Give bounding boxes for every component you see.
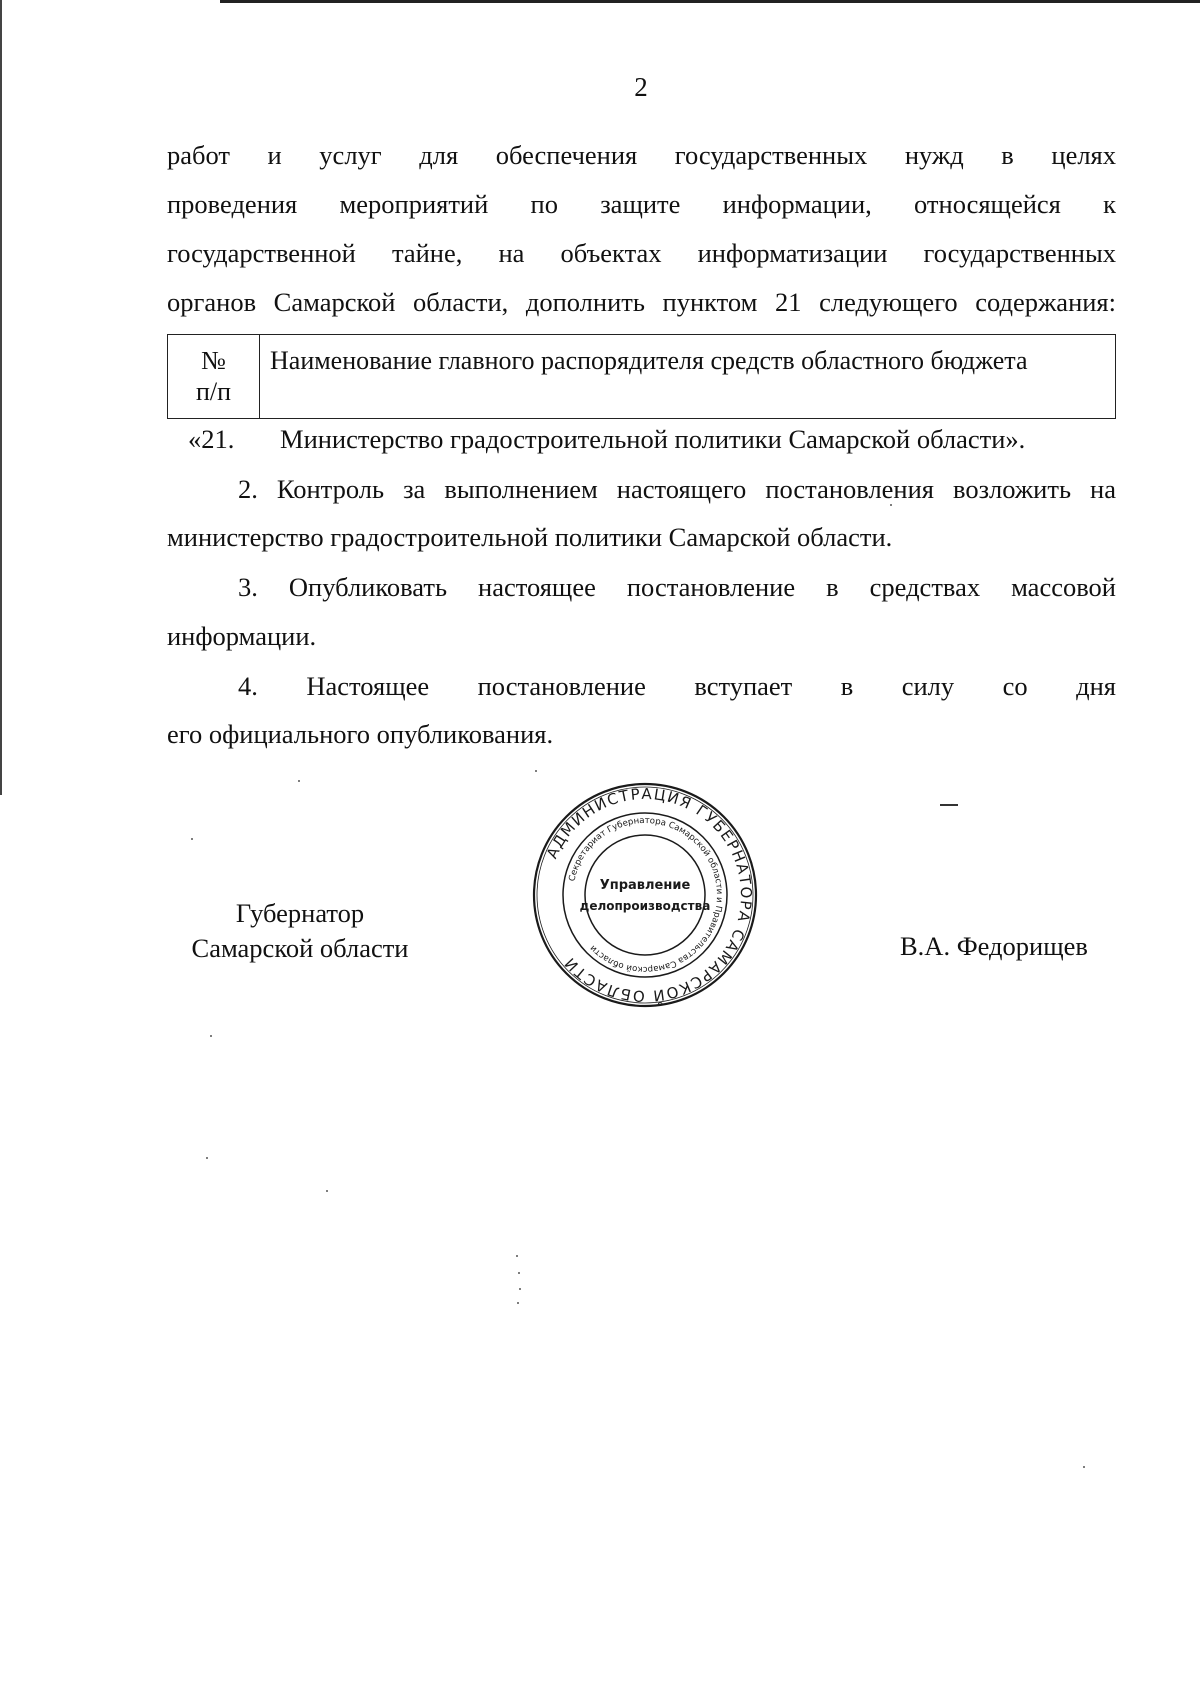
paragraph-line-1: работ и услуг для обеспечения государственных нужд в целях (167, 140, 1116, 170)
table-header (167, 334, 1116, 419)
clause-4-line-1: 4. Настоящее постановление вступает в силу со дня (238, 671, 1116, 701)
signature-mark (940, 804, 958, 806)
clause-4-line-2: его официального опубликования. (167, 719, 554, 749)
scan-speck (516, 1255, 518, 1257)
signature-title-line-1: Губернатор (235, 898, 365, 928)
signature-name: В.А. Федорищев (900, 931, 1088, 961)
table-header-number (168, 345, 259, 407)
signature-title (170, 896, 430, 966)
clause-2-line-1: 2. Контроль за выполнением настоящего постановления возложить на (238, 474, 1116, 504)
table-header-number-abbr: п/п (195, 377, 232, 406)
table-header-number-symbol: № (201, 346, 226, 375)
scan-edge-left (0, 0, 2, 795)
scan-speck (518, 1272, 520, 1274)
clause-3-line-1: 3. Опубликовать настоящее постановление в средствах массовой (238, 572, 1116, 602)
scan-speck (210, 1035, 212, 1037)
seal-inner-text: Секретариат Губернатора Самарской области и Правительства Самарской области (567, 815, 725, 975)
scan-edge-top (220, 0, 1200, 3)
table-header-name: Наименование главного распорядителя средств областного бюджета (270, 346, 1028, 375)
signature-title-line-2: Самарской области (191, 933, 409, 963)
scan-speck (326, 1190, 328, 1192)
clause-2-line-2: министерство градостроительной политики Самарской области. (167, 522, 893, 552)
official-seal (530, 780, 760, 1010)
seal-outer-text: АДМИНИСТРАЦИЯ ГУБЕРНАТОРА САМАРСКОЙ ОБЛАСТИ (542, 784, 756, 1006)
seal-inner-ring (585, 835, 705, 955)
scan-speck (298, 780, 300, 782)
scan-speck (206, 1157, 208, 1159)
table-row-name: Министерство градостроительной политики Самарской области». (280, 424, 1026, 454)
scan-speck (517, 1302, 519, 1304)
seal-center-line-2: делопроизводства (579, 899, 711, 913)
seal-center-line-1: Управление (599, 878, 691, 893)
scan-speck (890, 504, 892, 506)
table-column-divider (259, 335, 260, 418)
table-row-number: «21. (188, 424, 235, 454)
clause-3-line-2: информации. (167, 621, 317, 651)
paragraph-line-3: государственной тайне, на объектах информатизации государственных (167, 238, 1116, 268)
scan-speck (519, 1288, 521, 1290)
paragraph-line-2: проведения мероприятий по защите информации, относящейся к (167, 189, 1116, 219)
scan-speck (535, 770, 537, 772)
seal-middle-ring (563, 813, 727, 977)
scan-speck (1083, 1466, 1085, 1468)
paragraph-line-4: органов Самарской области, дополнить пунктом 21 следующего содержания: (167, 287, 1116, 317)
page-number: 2 (634, 72, 648, 102)
scan-speck (191, 838, 193, 840)
